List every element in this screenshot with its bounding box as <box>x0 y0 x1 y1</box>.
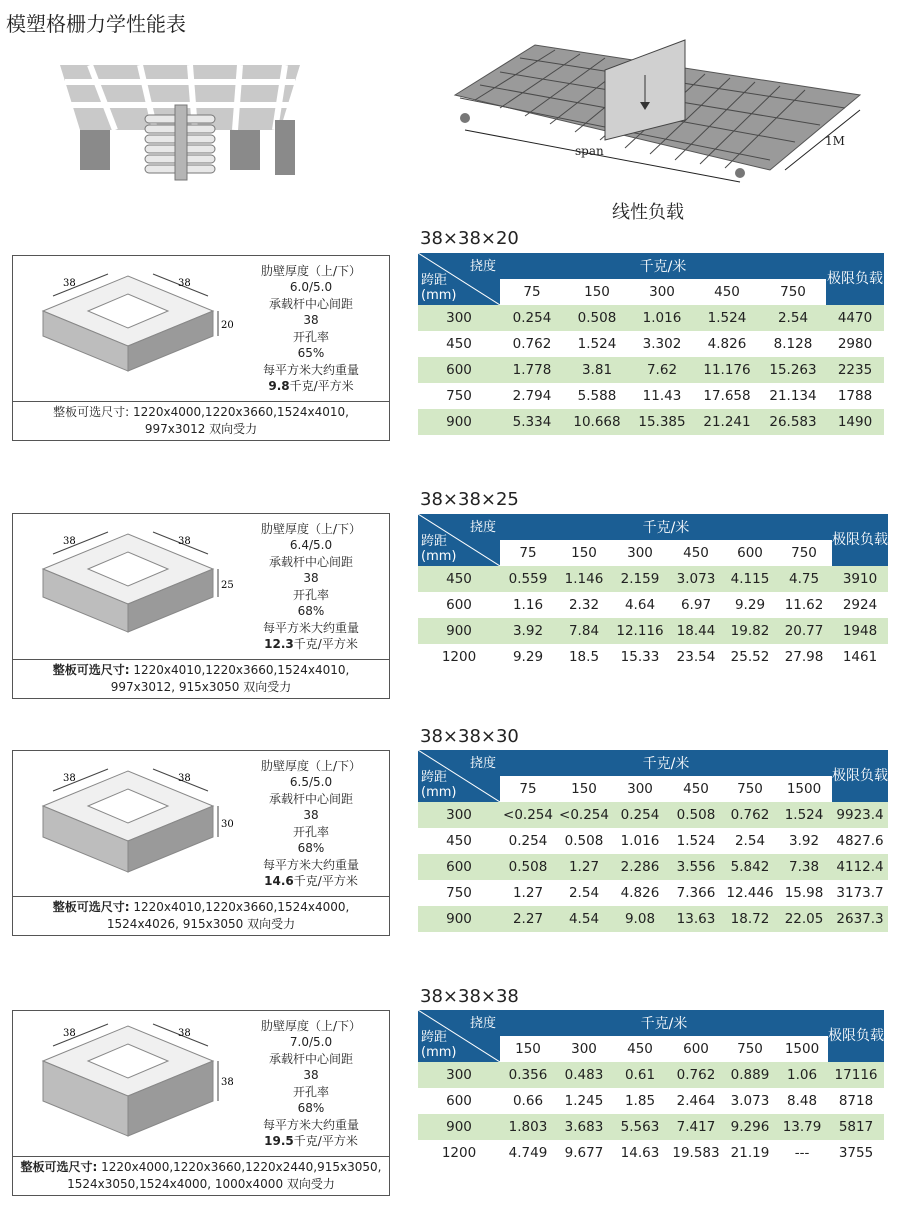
grating-cell-illustration <box>13 751 239 896</box>
table-row: 600 0.66 1.245 1.85 2.464 3.073 8.48 8718 <box>418 1088 884 1114</box>
table-row: 450 0.559 1.146 2.159 3.073 4.115 4.75 3910 <box>418 566 888 592</box>
grating-cell-illustration <box>13 514 239 659</box>
table-title: 38×38×30 <box>420 726 519 747</box>
table-row: 750 1.27 2.54 4.826 7.366 12.446 15.98 3173.7 <box>418 880 888 906</box>
svg-text:38: 38 <box>63 278 76 289</box>
limit-load-header: 极限负载 <box>832 514 888 566</box>
width-label: 1M <box>825 134 845 148</box>
limit-load-header: 极限负载 <box>828 1010 884 1062</box>
unit-header: 千克/米 <box>500 750 832 776</box>
unit-header: 千克/米 <box>500 1010 828 1036</box>
spec-box-38x38x30: 38 38 30 肋壁厚度（上/下） 6.5/5.0 承载杆中心间距 38 开孔率 68% 每平方米大约重量 14.6千克/平方米 整板可选尺寸: 1220x4010,1220x3660,1524x4000, 1524x4026, 915x3050 双向受力 <box>12 750 390 936</box>
grating-cell-illustration <box>13 1011 239 1156</box>
svg-text:30: 30 <box>221 819 234 830</box>
svg-text:38: 38 <box>178 1028 191 1039</box>
panel-sizes: 整板可选尺寸: 1220x4010,1220x3660,1524x4000, 1524x4026, 915x3050 双向受力 <box>52 900 350 931</box>
header-corner: 挠度 跨距 (mm) <box>418 514 500 566</box>
table-title: 38×38×25 <box>420 489 519 510</box>
svg-text:38: 38 <box>178 278 191 289</box>
spec-box-38x38x38: 38 38 38 肋壁厚度（上/下） 7.0/5.0 承载杆中心间距 38 开孔率 68% 每平方米大约重量 19.5千克/平方米 整板可选尺寸: 1220x4000,1220x3660,1220x2440,915x3050, 1524x3050,1524x4000, 1000x4000 双向受力 <box>12 1010 390 1196</box>
table-row: 450 0.254 0.508 1.016 1.524 2.54 3.92 4827.6 <box>418 828 888 854</box>
svg-text:38: 38 <box>178 536 191 547</box>
svg-text:38: 38 <box>221 1077 234 1088</box>
panel-sizes: 整板可选尺寸: 1220x4000,1220x3660,1524x4010, 997x3012 双向受力 <box>53 405 349 436</box>
table-row: 300 0.356 0.483 0.61 0.762 0.889 1.06 17116 <box>418 1062 884 1088</box>
table-row: 1200 4.749 9.677 14.63 19.583 21.19 --- 3755 <box>418 1140 884 1166</box>
hero-caption: 线性负载 <box>612 202 684 223</box>
load-table-38x38x25: 挠度 跨距 (mm) 千克/米 极限负载 75 150 300 450 600 750 450 0.559 1.146 2.159 3.073 4.115 4.75 3910 600 1.16 2.32 4.64 6.97 9.29 11.62 2924 900 3.92 7.84 12.116 18.44 19.82 20.77 1948 1200 9.29 18.5 15.33 23.54 25.52 27.98 1461 <box>418 514 888 670</box>
grating-closeup-illustration <box>60 60 300 185</box>
panel-sizes: 整板可选尺寸: 1220x4000,1220x3660,1220x2440,915x3050, 1524x3050,1524x4000, 1000x4000 双向受力 <box>20 1160 382 1191</box>
svg-text:38: 38 <box>178 773 191 784</box>
table-row: 600 1.778 3.81 7.62 11.176 15.263 2235 <box>418 357 884 383</box>
table-row: 450 0.762 1.524 3.302 4.826 8.128 2980 <box>418 331 884 357</box>
table-title: 38×38×20 <box>420 228 519 249</box>
header-corner: 挠度 跨距 (mm) <box>418 750 500 802</box>
svg-text:20: 20 <box>221 320 234 331</box>
load-table-38x38x30: 挠度 跨距 (mm) 千克/米 极限负载 75 150 300 450 750 1500 300 <0.254 <0.254 0.254 0.508 0.762 1.524 9923.4 450 0.254 0.508 1.016 1.524 2.54 3.92 4827.6 600 0.508 1.27 2.286 3.556 5.842 7.38 4112.4 750 1.27 2.54 4.826 7.366 12.446 15.98 3173.7 900 2.27 4.54 9.08 13.63 18.72 22.05 2637.3 <box>418 750 888 932</box>
load-table-38x38x20: 挠度 跨距 (mm) 千克/米 极限负载 75 150 300 450 750 300 0.254 0.508 1.016 1.524 2.54 4470 450 0.762 1.524 3.302 4.826 8.128 2980 600 1.778 3.81 7.62 11.176 15.263 2235 750 2.794 5.588 11.43 17.658 21.134 1788 900 5.334 10.668 15.385 21.241 26.583 1490 <box>418 253 884 435</box>
table-row: 900 2.27 4.54 9.08 13.63 18.72 22.05 2637.3 <box>418 906 888 932</box>
span-label: span <box>575 144 604 158</box>
limit-load-header: 极限负载 <box>826 253 884 305</box>
table-row: 300 <0.254 <0.254 0.254 0.508 0.762 1.524 9923.4 <box>418 802 888 828</box>
unit-header: 千克/米 <box>500 253 826 279</box>
panel-sizes: 整板可选尺寸: 1220x4010,1220x3660,1524x4010, 997x3012, 915x3050 双向受力 <box>52 663 350 694</box>
load-test-illustration <box>440 30 870 190</box>
table-row: 600 1.16 2.32 4.64 6.97 9.29 11.62 2924 <box>418 592 888 618</box>
spec-box-38x38x25: 38 38 25 肋壁厚度（上/下） 6.4/5.0 承载杆中心间距 38 开孔率 68% 每平方米大约重量 12.3千克/平方米 整板可选尺寸: 1220x4010,1220x3660,1524x4010, 997x3012, 915x3050 双向受力 <box>12 513 390 699</box>
table-row: 900 3.92 7.84 12.116 18.44 19.82 20.77 1948 <box>418 618 888 644</box>
spec-box-38x38x20: 38 38 20 肋壁厚度（上/下） 6.0/5.0 承载杆中心间距 38 开孔率 65% 每平方米大约重量 9.8千克/平方米 整板可选尺寸: 1220x4000,1220x3660,1524x4010, 997x3012 双向受力 <box>12 255 390 441</box>
table-row: 900 1.803 3.683 5.563 7.417 9.296 13.79 5817 <box>418 1114 884 1140</box>
table-row: 1200 9.29 18.5 15.33 23.54 25.52 27.98 1461 <box>418 644 888 670</box>
table-row: 600 0.508 1.27 2.286 3.556 5.842 7.38 4112.4 <box>418 854 888 880</box>
grating-cell-illustration <box>13 256 239 401</box>
table-row: 750 2.794 5.588 11.43 17.658 21.134 1788 <box>418 383 884 409</box>
svg-text:38: 38 <box>63 536 76 547</box>
table-title: 38×38×38 <box>420 986 519 1007</box>
load-table-38x38x38: 挠度 跨距 (mm) 千克/米 极限负载 150 300 450 600 750 1500 300 0.356 0.483 0.61 0.762 0.889 1.06 17116 600 0.66 1.245 1.85 2.464 3.073 8.48 8718 900 1.803 3.683 5.563 7.417 9.296 13.79 5817 1200 4.749 9.677 14.63 19.583 21.19 --- 3755 <box>418 1010 884 1166</box>
header-corner: 挠度 跨距 (mm) <box>418 1010 500 1062</box>
header-corner: 挠度 跨距 (mm) <box>418 253 500 305</box>
svg-text:38: 38 <box>63 773 76 784</box>
limit-load-header: 极限负载 <box>832 750 888 802</box>
table-row: 900 5.334 10.668 15.385 21.241 26.583 1490 <box>418 409 884 435</box>
unit-header: 千克/米 <box>500 514 832 540</box>
svg-text:38: 38 <box>63 1028 76 1039</box>
table-row: 300 0.254 0.508 1.016 1.524 2.54 4470 <box>418 305 884 331</box>
svg-text:25: 25 <box>221 580 234 591</box>
page-title: 模塑格栅力学性能表 <box>6 12 186 36</box>
